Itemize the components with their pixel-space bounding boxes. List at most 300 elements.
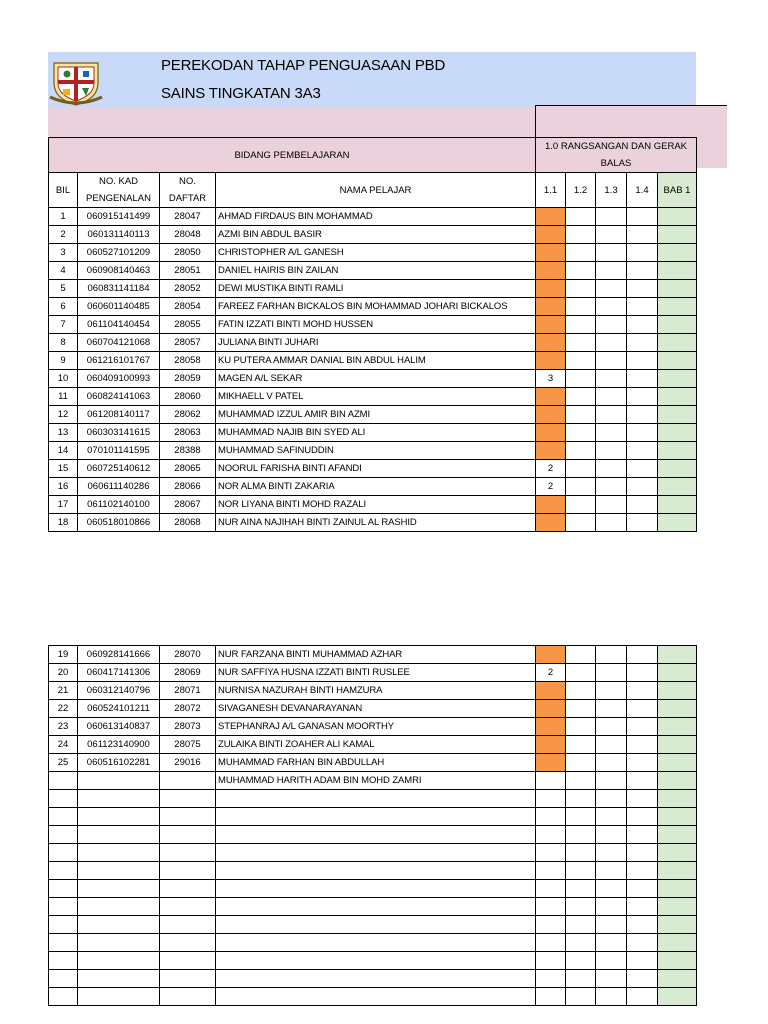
row-bil[interactable]: 14 [49, 442, 78, 460]
row-daftar[interactable] [160, 970, 216, 988]
row-name[interactable]: JULIANA BINTI JUHARI [216, 334, 536, 352]
row-ic[interactable] [78, 790, 160, 808]
row-ic[interactable]: 060518010866 [78, 514, 160, 532]
row-tp-1-3[interactable] [596, 496, 627, 514]
row-tp-1-4[interactable] [627, 244, 658, 262]
row-tp-1-2[interactable] [566, 898, 596, 916]
row-tp-1-2[interactable] [566, 334, 596, 352]
row-tp-1-4[interactable] [627, 334, 658, 352]
row-daftar[interactable]: 28050 [160, 244, 216, 262]
row-tp-1-1[interactable] [536, 208, 566, 226]
row-tp-1-2[interactable] [566, 388, 596, 406]
row-daftar[interactable]: 28065 [160, 460, 216, 478]
row-bil[interactable] [49, 862, 78, 880]
row-tp-1-1[interactable] [536, 844, 566, 862]
row-tp-1-4[interactable] [627, 208, 658, 226]
row-ic[interactable]: 060516102281 [78, 754, 160, 772]
row-bil[interactable]: 7 [49, 316, 78, 334]
row-tp-1-4[interactable] [627, 478, 658, 496]
row-tp-1-3[interactable] [596, 370, 627, 388]
row-bil[interactable]: 24 [49, 736, 78, 754]
row-name[interactable]: NUR FARZANA BINTI MUHAMMAD AZHAR [216, 646, 536, 664]
row-tp-1-1[interactable] [536, 280, 566, 298]
row-daftar[interactable]: 28055 [160, 316, 216, 334]
row-tp-1-3[interactable] [596, 718, 627, 736]
row-bab1[interactable] [658, 334, 697, 352]
row-tp-1-2[interactable] [566, 808, 596, 826]
row-ic[interactable] [78, 916, 160, 934]
row-tp-1-1[interactable] [536, 424, 566, 442]
row-bil[interactable]: 6 [49, 298, 78, 316]
row-bab1[interactable] [658, 916, 697, 934]
row-ic[interactable]: 061104140454 [78, 316, 160, 334]
row-bil[interactable] [49, 808, 78, 826]
row-tp-1-4[interactable] [627, 808, 658, 826]
row-ic[interactable] [78, 970, 160, 988]
row-daftar[interactable]: 28048 [160, 226, 216, 244]
row-tp-1-1[interactable] [536, 316, 566, 334]
row-ic[interactable] [78, 880, 160, 898]
row-daftar[interactable]: 28051 [160, 262, 216, 280]
row-tp-1-2[interactable] [566, 916, 596, 934]
row-daftar[interactable] [160, 934, 216, 952]
row-bab1[interactable] [658, 952, 697, 970]
row-tp-1-1[interactable] [536, 754, 566, 772]
row-tp-1-2[interactable] [566, 646, 596, 664]
row-tp-1-2[interactable] [566, 406, 596, 424]
row-tp-1-2[interactable] [566, 514, 596, 532]
row-daftar[interactable] [160, 772, 216, 790]
row-name[interactable] [216, 790, 536, 808]
row-tp-1-1[interactable] [536, 772, 566, 790]
row-bab1[interactable] [658, 352, 697, 370]
row-name[interactable]: NURNISA NAZURAH BINTI HAMZURA [216, 682, 536, 700]
row-daftar[interactable]: 28057 [160, 334, 216, 352]
row-tp-1-2[interactable] [566, 826, 596, 844]
row-bab1[interactable] [658, 772, 697, 790]
row-tp-1-2[interactable] [566, 478, 596, 496]
row-tp-1-1[interactable] [536, 898, 566, 916]
row-ic[interactable]: 060312140796 [78, 682, 160, 700]
row-tp-1-2[interactable] [566, 880, 596, 898]
row-bab1[interactable] [658, 460, 697, 478]
row-daftar[interactable]: 28070 [160, 646, 216, 664]
row-tp-1-3[interactable] [596, 808, 627, 826]
row-name[interactable]: STEPHANRAJ A/L GANASAN MOORTHY [216, 718, 536, 736]
row-tp-1-1[interactable] [536, 916, 566, 934]
row-tp-1-2[interactable] [566, 280, 596, 298]
row-bil[interactable]: 9 [49, 352, 78, 370]
row-daftar[interactable] [160, 898, 216, 916]
row-daftar[interactable]: 28052 [160, 280, 216, 298]
row-bil[interactable] [49, 898, 78, 916]
row-daftar[interactable] [160, 826, 216, 844]
row-ic[interactable] [78, 934, 160, 952]
row-bil[interactable]: 1 [49, 208, 78, 226]
row-ic[interactable]: 060613140837 [78, 718, 160, 736]
row-name[interactable]: NOORUL FARISHA BINTI AFANDI [216, 460, 536, 478]
row-tp-1-1[interactable] [536, 298, 566, 316]
row-tp-1-1[interactable]: 2 [536, 460, 566, 478]
row-bil[interactable]: 18 [49, 514, 78, 532]
row-tp-1-1[interactable] [536, 988, 566, 1006]
row-tp-1-3[interactable] [596, 898, 627, 916]
row-tp-1-4[interactable] [627, 718, 658, 736]
row-tp-1-3[interactable] [596, 244, 627, 262]
row-name[interactable] [216, 898, 536, 916]
row-tp-1-2[interactable] [566, 664, 596, 682]
row-name[interactable]: MUHAMMAD FARHAN BIN ABDULLAH [216, 754, 536, 772]
row-tp-1-1[interactable] [536, 682, 566, 700]
row-tp-1-3[interactable] [596, 916, 627, 934]
row-name[interactable] [216, 826, 536, 844]
row-tp-1-4[interactable] [627, 442, 658, 460]
row-bil[interactable] [49, 988, 78, 1006]
row-bil[interactable] [49, 880, 78, 898]
row-ic[interactable]: 060524101211 [78, 700, 160, 718]
row-tp-1-2[interactable] [566, 988, 596, 1006]
row-tp-1-4[interactable] [627, 772, 658, 790]
row-tp-1-1[interactable] [536, 790, 566, 808]
row-bab1[interactable] [658, 442, 697, 460]
row-ic[interactable]: 060704121068 [78, 334, 160, 352]
row-bil[interactable] [49, 772, 78, 790]
row-name[interactable]: NOR LIYANA BINTI MOHD RAZALI [216, 496, 536, 514]
row-tp-1-4[interactable] [627, 700, 658, 718]
row-ic[interactable]: 060831141184 [78, 280, 160, 298]
row-tp-1-3[interactable] [596, 208, 627, 226]
row-daftar[interactable]: 28072 [160, 700, 216, 718]
row-tp-1-2[interactable] [566, 934, 596, 952]
row-name[interactable] [216, 862, 536, 880]
row-bab1[interactable] [658, 790, 697, 808]
row-tp-1-3[interactable] [596, 970, 627, 988]
row-bil[interactable]: 25 [49, 754, 78, 772]
row-bab1[interactable] [658, 862, 697, 880]
row-tp-1-1[interactable] [536, 496, 566, 514]
row-ic[interactable]: 060303141615 [78, 424, 160, 442]
row-tp-1-3[interactable] [596, 352, 627, 370]
row-tp-1-3[interactable] [596, 646, 627, 664]
row-bil[interactable] [49, 970, 78, 988]
row-bil[interactable] [49, 952, 78, 970]
row-daftar[interactable]: 28060 [160, 388, 216, 406]
row-tp-1-3[interactable] [596, 754, 627, 772]
row-bab1[interactable] [658, 370, 697, 388]
row-tp-1-2[interactable] [566, 298, 596, 316]
row-tp-1-4[interactable] [627, 916, 658, 934]
row-bab1[interactable] [658, 406, 697, 424]
row-bil[interactable]: 11 [49, 388, 78, 406]
row-daftar[interactable]: 28062 [160, 406, 216, 424]
row-ic[interactable] [78, 844, 160, 862]
row-tp-1-3[interactable] [596, 460, 627, 478]
row-bab1[interactable] [658, 898, 697, 916]
row-daftar[interactable]: 28388 [160, 442, 216, 460]
row-name[interactable]: MAGEN A/L SEKAR [216, 370, 536, 388]
row-tp-1-3[interactable] [596, 298, 627, 316]
row-tp-1-4[interactable] [627, 496, 658, 514]
row-tp-1-1[interactable] [536, 880, 566, 898]
row-tp-1-3[interactable] [596, 772, 627, 790]
row-tp-1-2[interactable] [566, 460, 596, 478]
row-tp-1-3[interactable] [596, 442, 627, 460]
row-bil[interactable]: 16 [49, 478, 78, 496]
row-tp-1-2[interactable] [566, 736, 596, 754]
row-bil[interactable]: 3 [49, 244, 78, 262]
row-tp-1-2[interactable] [566, 244, 596, 262]
row-bab1[interactable] [658, 208, 697, 226]
row-bab1[interactable] [658, 754, 697, 772]
row-name[interactable]: FAREEZ FARHAN BICKALOS BIN MOHAMMAD JOHARI BICKALOS [216, 298, 536, 316]
row-name[interactable]: SIVAGANESH DEVANARAYANAN [216, 700, 536, 718]
row-tp-1-1[interactable] [536, 334, 566, 352]
row-daftar[interactable] [160, 916, 216, 934]
row-name[interactable] [216, 970, 536, 988]
row-tp-1-4[interactable] [627, 460, 658, 478]
row-tp-1-3[interactable] [596, 388, 627, 406]
row-tp-1-2[interactable] [566, 862, 596, 880]
row-tp-1-3[interactable] [596, 334, 627, 352]
row-tp-1-2[interactable] [566, 316, 596, 334]
row-bab1[interactable] [658, 988, 697, 1006]
row-tp-1-4[interactable] [627, 736, 658, 754]
row-tp-1-2[interactable] [566, 262, 596, 280]
row-tp-1-3[interactable] [596, 664, 627, 682]
row-tp-1-2[interactable] [566, 424, 596, 442]
row-ic[interactable] [78, 988, 160, 1006]
row-tp-1-3[interactable] [596, 844, 627, 862]
row-tp-1-4[interactable] [627, 934, 658, 952]
row-ic[interactable]: 061208140117 [78, 406, 160, 424]
row-bab1[interactable] [658, 934, 697, 952]
row-tp-1-2[interactable] [566, 352, 596, 370]
row-tp-1-3[interactable] [596, 790, 627, 808]
row-tp-1-4[interactable] [627, 316, 658, 334]
row-name[interactable]: MUHAMMAD SAFINUDDIN [216, 442, 536, 460]
row-ic[interactable]: 060611140286 [78, 478, 160, 496]
row-bil[interactable] [49, 826, 78, 844]
row-bab1[interactable] [658, 700, 697, 718]
row-tp-1-1[interactable] [536, 352, 566, 370]
row-tp-1-3[interactable] [596, 952, 627, 970]
row-tp-1-1[interactable] [536, 514, 566, 532]
row-tp-1-4[interactable] [627, 790, 658, 808]
row-bil[interactable]: 19 [49, 646, 78, 664]
row-daftar[interactable] [160, 790, 216, 808]
row-tp-1-4[interactable] [627, 664, 658, 682]
row-tp-1-1[interactable] [536, 406, 566, 424]
row-daftar[interactable]: 28067 [160, 496, 216, 514]
row-tp-1-4[interactable] [627, 646, 658, 664]
row-bil[interactable] [49, 790, 78, 808]
row-tp-1-4[interactable] [627, 754, 658, 772]
row-bil[interactable] [49, 934, 78, 952]
row-tp-1-3[interactable] [596, 700, 627, 718]
row-tp-1-2[interactable] [566, 682, 596, 700]
row-tp-1-3[interactable] [596, 316, 627, 334]
row-tp-1-1[interactable] [536, 718, 566, 736]
row-tp-1-1[interactable] [536, 826, 566, 844]
row-bab1[interactable] [658, 262, 697, 280]
row-tp-1-2[interactable] [566, 370, 596, 388]
row-tp-1-4[interactable] [627, 514, 658, 532]
row-tp-1-4[interactable] [627, 280, 658, 298]
row-name[interactable]: CHRISTOPHER A/L GANESH [216, 244, 536, 262]
row-tp-1-2[interactable] [566, 754, 596, 772]
row-tp-1-3[interactable] [596, 406, 627, 424]
row-tp-1-1[interactable] [536, 262, 566, 280]
row-bil[interactable] [49, 916, 78, 934]
row-daftar[interactable]: 28058 [160, 352, 216, 370]
row-name[interactable]: AZMI BIN ABDUL BASIR [216, 226, 536, 244]
row-tp-1-2[interactable] [566, 700, 596, 718]
row-tp-1-2[interactable] [566, 844, 596, 862]
row-name[interactable]: NOR ALMA BINTI ZAKARIA [216, 478, 536, 496]
row-daftar[interactable]: 28075 [160, 736, 216, 754]
row-name[interactable]: ZULAIKA BINTI ZOAHER ALI KAMAL [216, 736, 536, 754]
row-ic[interactable]: 060131140113 [78, 226, 160, 244]
row-bil[interactable]: 20 [49, 664, 78, 682]
row-tp-1-3[interactable] [596, 424, 627, 442]
row-daftar[interactable]: 28069 [160, 664, 216, 682]
row-tp-1-2[interactable] [566, 970, 596, 988]
row-tp-1-3[interactable] [596, 682, 627, 700]
row-tp-1-4[interactable] [627, 388, 658, 406]
row-tp-1-3[interactable] [596, 478, 627, 496]
row-daftar[interactable]: 28054 [160, 298, 216, 316]
row-daftar[interactable]: 28071 [160, 682, 216, 700]
row-ic[interactable] [78, 772, 160, 790]
row-name[interactable]: NUR SAFFIYA HUSNA IZZATI BINTI RUSLEE [216, 664, 536, 682]
row-bil[interactable]: 12 [49, 406, 78, 424]
row-daftar[interactable] [160, 880, 216, 898]
row-tp-1-3[interactable] [596, 736, 627, 754]
row-tp-1-3[interactable] [596, 934, 627, 952]
row-bab1[interactable] [658, 280, 697, 298]
row-name[interactable]: MUHAMMAD NAJIB BIN SYED ALI [216, 424, 536, 442]
row-tp-1-1[interactable] [536, 952, 566, 970]
row-bab1[interactable] [658, 880, 697, 898]
row-ic[interactable] [78, 952, 160, 970]
row-daftar[interactable] [160, 808, 216, 826]
row-name[interactable] [216, 808, 536, 826]
row-tp-1-1[interactable] [536, 244, 566, 262]
row-bil[interactable]: 13 [49, 424, 78, 442]
row-tp-1-4[interactable] [627, 424, 658, 442]
row-bab1[interactable] [658, 682, 697, 700]
row-bab1[interactable] [658, 808, 697, 826]
row-tp-1-1[interactable] [536, 226, 566, 244]
row-tp-1-3[interactable] [596, 262, 627, 280]
row-bab1[interactable] [658, 970, 697, 988]
row-ic[interactable] [78, 862, 160, 880]
row-bab1[interactable] [658, 424, 697, 442]
row-ic[interactable] [78, 898, 160, 916]
row-tp-1-2[interactable] [566, 718, 596, 736]
row-name[interactable]: NUR AINA NAJIHAH BINTI ZAINUL AL RASHID [216, 514, 536, 532]
row-bab1[interactable] [658, 478, 697, 496]
row-bab1[interactable] [658, 718, 697, 736]
row-ic[interactable]: 060824141063 [78, 388, 160, 406]
row-bil[interactable]: 23 [49, 718, 78, 736]
row-bab1[interactable] [658, 646, 697, 664]
row-tp-1-4[interactable] [627, 352, 658, 370]
row-tp-1-4[interactable] [627, 370, 658, 388]
row-ic[interactable] [78, 826, 160, 844]
row-name[interactable]: KU PUTERA AMMAR DANIAL BIN ABDUL HALIM [216, 352, 536, 370]
row-daftar[interactable]: 28068 [160, 514, 216, 532]
row-tp-1-4[interactable] [627, 262, 658, 280]
row-ic[interactable]: 060915141499 [78, 208, 160, 226]
row-tp-1-2[interactable] [566, 208, 596, 226]
row-ic[interactable]: 060409100993 [78, 370, 160, 388]
row-ic[interactable] [78, 808, 160, 826]
row-daftar[interactable]: 28063 [160, 424, 216, 442]
row-tp-1-3[interactable] [596, 826, 627, 844]
row-tp-1-2[interactable] [566, 790, 596, 808]
row-bil[interactable]: 15 [49, 460, 78, 478]
row-bab1[interactable] [658, 226, 697, 244]
row-bab1[interactable] [658, 298, 697, 316]
row-tp-1-1[interactable] [536, 646, 566, 664]
row-tp-1-4[interactable] [627, 988, 658, 1006]
row-name[interactable] [216, 988, 536, 1006]
row-name[interactable] [216, 952, 536, 970]
row-name[interactable] [216, 934, 536, 952]
row-daftar[interactable]: 28073 [160, 718, 216, 736]
row-bil[interactable]: 5 [49, 280, 78, 298]
row-tp-1-1[interactable] [536, 700, 566, 718]
row-tp-1-1[interactable] [536, 970, 566, 988]
row-daftar[interactable]: 29016 [160, 754, 216, 772]
row-bab1[interactable] [658, 664, 697, 682]
row-ic[interactable]: 060527101209 [78, 244, 160, 262]
row-bab1[interactable] [658, 826, 697, 844]
row-name[interactable]: AHMAD FIRDAUS BIN MOHAMMAD [216, 208, 536, 226]
row-ic[interactable]: 060417141306 [78, 664, 160, 682]
row-tp-1-1[interactable]: 2 [536, 664, 566, 682]
row-bil[interactable]: 17 [49, 496, 78, 514]
row-tp-1-1[interactable] [536, 388, 566, 406]
row-bab1[interactable] [658, 316, 697, 334]
row-bab1[interactable] [658, 844, 697, 862]
row-tp-1-4[interactable] [627, 970, 658, 988]
row-bab1[interactable] [658, 244, 697, 262]
row-tp-1-4[interactable] [627, 406, 658, 424]
row-tp-1-3[interactable] [596, 280, 627, 298]
row-tp-1-2[interactable] [566, 496, 596, 514]
row-tp-1-4[interactable] [627, 682, 658, 700]
row-ic[interactable]: 070101141595 [78, 442, 160, 460]
row-tp-1-3[interactable] [596, 862, 627, 880]
row-bab1[interactable] [658, 514, 697, 532]
row-tp-1-4[interactable] [627, 226, 658, 244]
row-name[interactable]: MUHAMMAD IZZUL AMIR BIN AZMI [216, 406, 536, 424]
row-ic[interactable]: 061216101767 [78, 352, 160, 370]
row-ic[interactable]: 061123140900 [78, 736, 160, 754]
row-ic[interactable]: 060908140463 [78, 262, 160, 280]
row-name[interactable]: DANIEL HAIRIS BIN ZAILAN [216, 262, 536, 280]
row-tp-1-2[interactable] [566, 952, 596, 970]
row-tp-1-1[interactable] [536, 862, 566, 880]
row-daftar[interactable] [160, 862, 216, 880]
row-daftar[interactable] [160, 988, 216, 1006]
row-bab1[interactable] [658, 736, 697, 754]
row-bil[interactable]: 21 [49, 682, 78, 700]
row-tp-1-1[interactable]: 2 [536, 478, 566, 496]
row-tp-1-2[interactable] [566, 442, 596, 460]
